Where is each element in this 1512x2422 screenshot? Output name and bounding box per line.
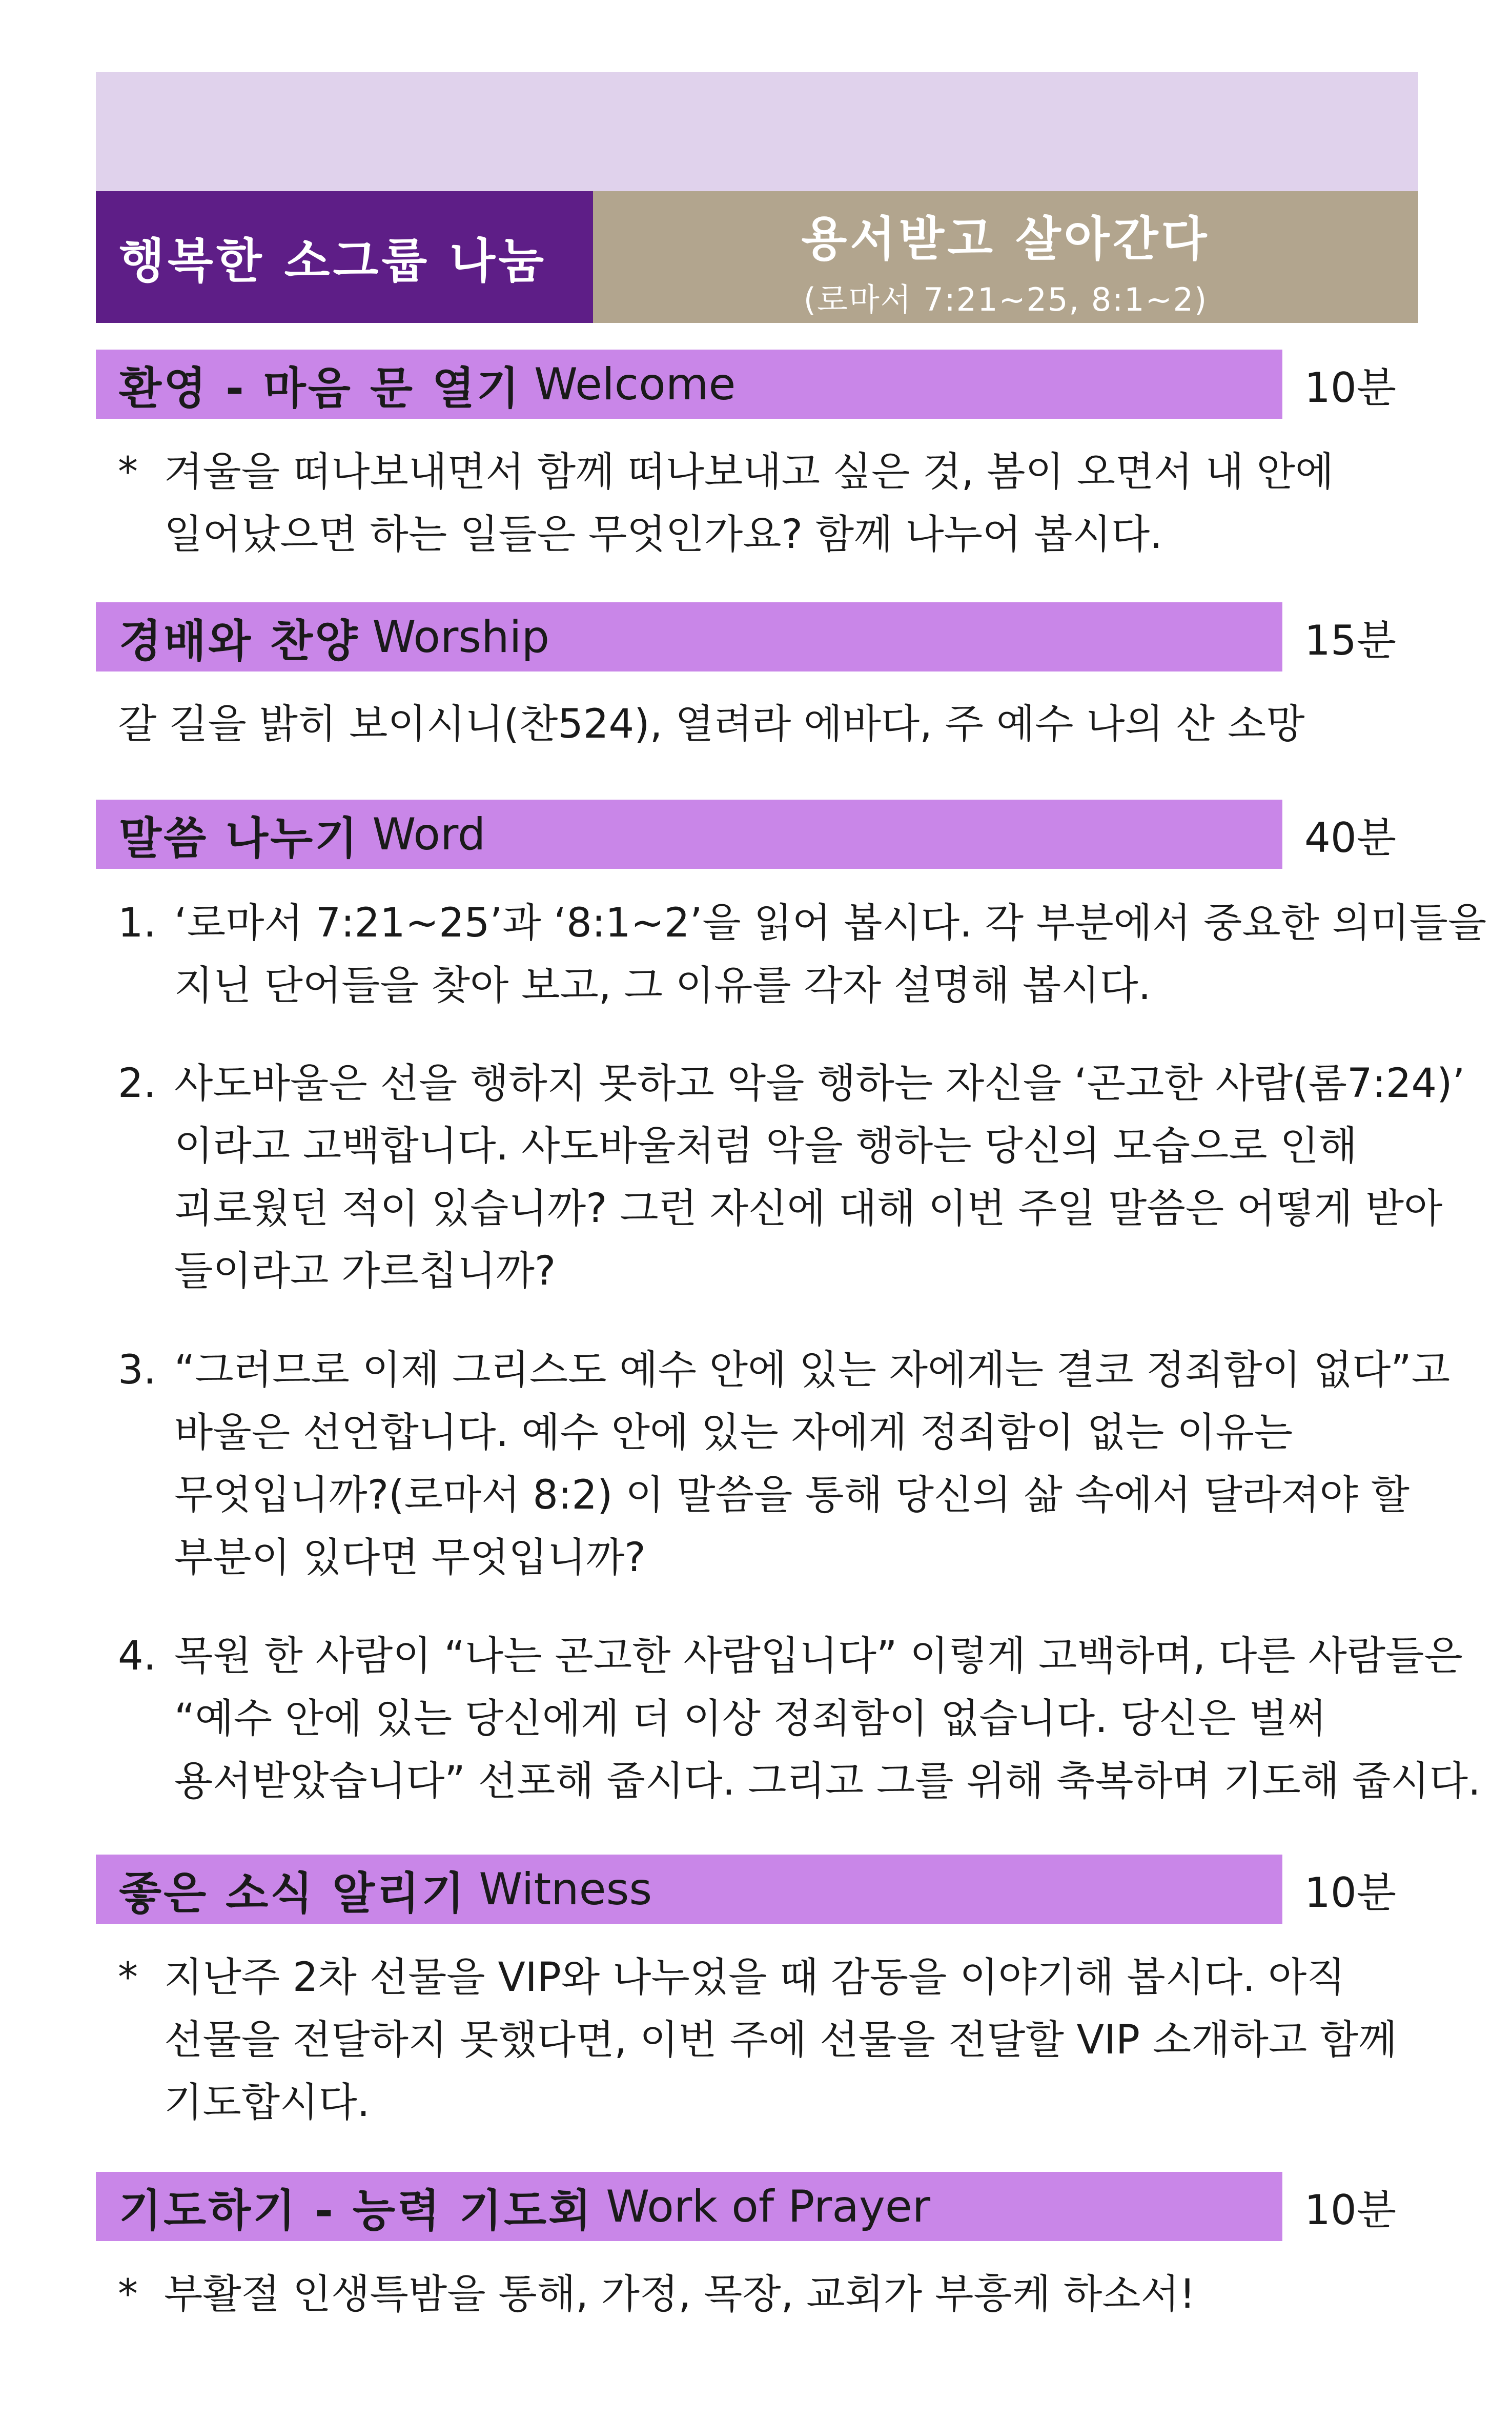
section-worship-time: 15분: [1304, 617, 1397, 664]
section-title-en: Word: [372, 808, 486, 860]
text-line: 부활절 인생특밤을 통해, 가정, 목장, 교회가 부흥케 하소서!: [164, 2271, 1196, 2317]
text-line: 괴로웠던 적이 있습니까? 그런 자신에 대해 이번 주일 말씀은 어떻게 받아: [174, 1186, 1443, 1232]
top-decorative-band: [96, 72, 1418, 191]
section-welcome-time: 10분: [1304, 364, 1397, 412]
question-item: [118, 1625, 1481, 1813]
text-line: 들이라고 가르칩니까?: [174, 1248, 556, 1294]
section-title-ko: 경배와 찬양: [119, 615, 360, 667]
text-line: 일어났으면 하는 일들은 무엇인가요? 함께 나누어 봅시다.: [164, 512, 1162, 558]
section-prayer-body: [118, 2263, 1399, 2326]
section-title-ko: 환영 - 마음 문 열기: [119, 362, 521, 414]
question-item: [118, 1339, 1450, 1589]
section-title-ko: 기도하기 - 능력 기도회: [119, 2185, 594, 2236]
section-word-bar: [96, 800, 1282, 869]
section-title-en: Worship: [372, 611, 550, 663]
text-line: 무엇입니까?(로마서 8:2) 이 말씀을 통해 당신의 삶 속에서 달라져야 할: [174, 1472, 1409, 1518]
bullet-mark: *: [118, 1955, 138, 2001]
text-line: 부분이 있다면 무엇입니까?: [174, 1535, 646, 1581]
small-group-title-text: 행복한 소그룹 나눔: [119, 233, 547, 289]
section-witness-body: [118, 1946, 1399, 2134]
text-line: 목원 한 사람이 “나는 곤고한 사람입니다” 이렇게 고백하며, 다른 사람들은: [174, 1633, 1463, 1679]
text-line: 겨울을 떠나보내면서 함께 떠나보내고 싶은 것, 봄이 오면서 내 안에: [164, 449, 1334, 495]
question-number: 1.: [118, 900, 156, 946]
section-prayer-bar: [96, 2172, 1282, 2241]
text-line: 지난주 2차 선물을 VIP와 나누었을 때 감동을 이야기해 봅시다. 아직: [164, 1955, 1345, 2001]
text-line: 선물을 전달하지 못했다면, 이번 주에 선물을 전달할 VIP 소개하고 함께: [164, 2017, 1397, 2063]
section-worship-body: [118, 693, 1399, 756]
section-title-en: Welcome: [534, 358, 736, 410]
text-line: “예수 안에 있는 당신에게 더 이상 정죄함이 없습니다. 당신은 벌써: [174, 1696, 1326, 1742]
section-witness-bar: [96, 1855, 1282, 1924]
section-word-time: 40분: [1304, 814, 1397, 862]
question-number: 2.: [118, 1061, 156, 1107]
sermon-reference: (로마서 7:21~25, 8:1~2): [803, 281, 1208, 318]
section-title-ko: 말씀 나누기: [119, 812, 360, 864]
bullet-mark: *: [118, 2271, 138, 2317]
section-worship-bar: [96, 602, 1282, 671]
text-line: 바울은 선언합니다. 예수 안에 있는 자에게 정죄함이 없는 이유는: [174, 1410, 1293, 1456]
question-item: [118, 1052, 1465, 1302]
section-title-ko: 좋은 소식 알리기: [119, 1867, 466, 1919]
question-number: 4.: [118, 1633, 156, 1679]
question-number: 3.: [118, 1347, 156, 1393]
bullet-mark: *: [118, 449, 138, 495]
text-line: 이라고 고백합니다. 사도바울처럼 악을 행하는 당신의 모습으로 인해: [174, 1123, 1358, 1169]
question-item: [118, 892, 1487, 1017]
section-prayer-time: 10분: [1304, 2186, 1397, 2234]
text-line: 지닌 단어들을 찾아 보고, 그 이유를 각자 설명해 봅시다.: [174, 963, 1151, 1009]
sermon-title-block: [593, 191, 1418, 323]
section-title-en: Work of Prayer: [606, 2181, 931, 2232]
section-witness-time: 10분: [1304, 1869, 1397, 1917]
text-line: “그러므로 이제 그리스도 예수 안에 있는 자에게는 결코 정죄함이 없다”고: [174, 1347, 1450, 1393]
section-welcome-body: [118, 441, 1399, 566]
section-welcome-bar: [96, 350, 1282, 419]
small-group-title: [96, 191, 593, 323]
text-line: 용서받았습니다” 선포해 줍시다. 그리고 그를 위해 축복하며 기도해 줍시다.: [174, 1758, 1481, 1804]
text-line: ‘로마서 7:21~25’과 ‘8:1~2’을 읽어 봅시다. 각 부분에서 중요한 의미들을: [174, 900, 1487, 946]
text-line: 사도바울은 선을 행하지 못하고 악을 행하는 자신을 ‘곤고한 사람(롬7:24)’: [174, 1061, 1465, 1107]
sermon-title: 용서받고 살아간다: [801, 212, 1210, 267]
text-line: 갈 길을 밝히 보이시니(찬524), 열려라 에바다, 주 예수 나의 산 소망: [118, 701, 1305, 747]
text-line: 기도합시다.: [164, 2080, 370, 2126]
section-title-en: Witness: [479, 1863, 652, 1915]
